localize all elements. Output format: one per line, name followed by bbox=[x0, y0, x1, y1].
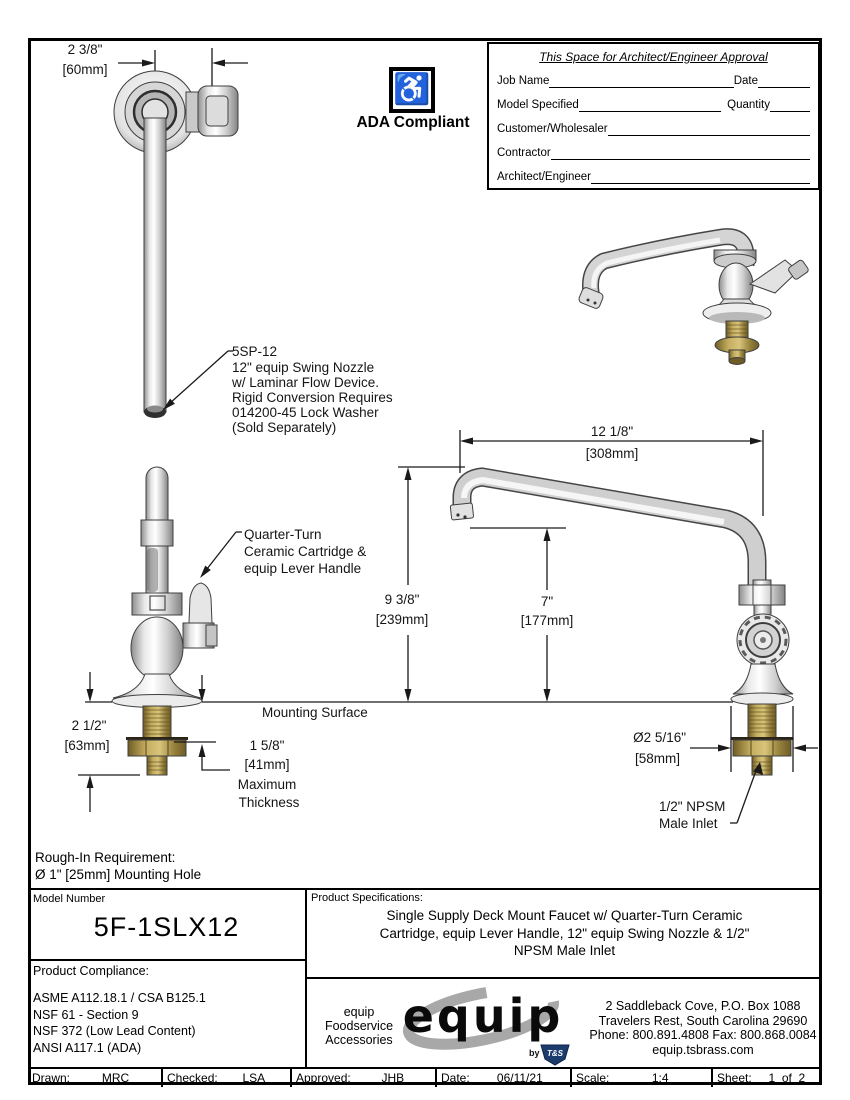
date-field-value: 06/11/21 bbox=[496, 1071, 543, 1085]
tagline-line: equip bbox=[343, 1005, 375, 1019]
approved-value: JHB bbox=[381, 1071, 405, 1085]
approval-row-contractor bbox=[497, 136, 810, 160]
model-number: 5F-1SLX12 bbox=[93, 912, 240, 942]
product-specifications-label: Product Specifications: bbox=[311, 892, 423, 904]
ts-brass-logo-text: T&S bbox=[547, 1049, 563, 1058]
compliance-item: ASME A112.18.1 / CSA B125.1 bbox=[33, 991, 206, 1005]
nozzle-callout-line: w/ Laminar Flow Device. bbox=[232, 375, 380, 390]
dim-reach-mm: [308mm] bbox=[585, 446, 639, 461]
dim-spout-hub-in: 2 3/8" bbox=[67, 42, 103, 57]
dim-thickness-note2: Thickness bbox=[238, 795, 300, 810]
spec-line: Single Supply Deck Mount Faucet w/ Quarter-Turn Ceramic bbox=[386, 908, 743, 923]
model-specified-blank bbox=[579, 98, 721, 112]
approved-label: Approved: bbox=[296, 1071, 351, 1085]
dim-thickness-mm: [41mm] bbox=[244, 757, 290, 772]
inlet-callout-line: 1/2" NPSM bbox=[659, 799, 726, 814]
cartridge-callout-line: Ceramic Cartridge & bbox=[244, 544, 367, 559]
brand-tagline bbox=[319, 1005, 399, 1047]
approval-row-architect bbox=[497, 160, 810, 184]
inlet-callout-line: Male Inlet bbox=[659, 816, 718, 831]
approval-row-job bbox=[497, 64, 810, 88]
cartridge-callout-line: equip Lever Handle bbox=[244, 561, 362, 576]
footer-drawn bbox=[28, 1069, 163, 1087]
tagline-line: Foodservice bbox=[324, 1019, 394, 1033]
footer-scale bbox=[572, 1069, 713, 1087]
dim-thickness-note1: Maximum bbox=[237, 777, 297, 792]
address-line: equip.tsbrass.com bbox=[652, 1042, 754, 1057]
compliance-item: NSF 372 (Low Lead Content) bbox=[33, 1024, 196, 1038]
model-number-cell bbox=[28, 890, 307, 961]
customer-blank bbox=[608, 122, 810, 136]
footer-sheet bbox=[713, 1069, 822, 1087]
approval-title: This Space for Architect/Engineer Approval bbox=[539, 50, 768, 64]
rough-in-line1: Rough-In Requirement: bbox=[35, 850, 176, 865]
scale-label: Scale: bbox=[576, 1071, 610, 1085]
ada-compliant-label: ADA Compliant bbox=[356, 114, 470, 131]
dim-height bbox=[376, 467, 465, 702]
faucet-isometric-view bbox=[578, 237, 810, 365]
inlet-callout bbox=[659, 762, 763, 831]
rough-in-note bbox=[35, 849, 201, 883]
nozzle-callout-line: 014200-45 Lock Washer bbox=[232, 405, 379, 420]
approval-box bbox=[487, 42, 820, 190]
dim-reach-in: 12 1/8" bbox=[590, 424, 634, 439]
product-specifications-cell bbox=[307, 890, 822, 977]
dim-flange-in: Ø2 5/16" bbox=[633, 730, 686, 745]
contractor-blank bbox=[551, 146, 810, 160]
job-name-blank bbox=[549, 74, 733, 88]
architect-label: Architect/Engineer bbox=[497, 171, 591, 183]
date-field-label: Date: bbox=[441, 1071, 470, 1085]
nozzle-callout-line: Rigid Conversion Requires bbox=[232, 390, 393, 405]
address-line: Travelers Rest, South Carolina 29690 bbox=[598, 1013, 808, 1028]
equip-logo bbox=[393, 979, 583, 1069]
approval-row-model bbox=[497, 88, 810, 112]
compliance-item: NSF 61 - Section 9 bbox=[33, 1007, 139, 1022]
compliance-item: ANSI A117.1 (ADA) bbox=[33, 1040, 142, 1055]
drawn-label: Drawn: bbox=[32, 1071, 71, 1085]
date-label: Date bbox=[733, 75, 758, 87]
cartridge-callout bbox=[200, 527, 366, 578]
address-line: Phone: 800.891.4808 Fax: 800.868.0084 bbox=[589, 1028, 817, 1042]
model-number-label: Model Number bbox=[33, 893, 106, 905]
date-blank bbox=[758, 74, 810, 88]
address-line: 2 Saddleback Cove, P.O. Box 1088 bbox=[605, 999, 801, 1013]
faucet-top-view bbox=[114, 48, 238, 418]
dim-spout-hub-mm: [60mm] bbox=[62, 62, 108, 77]
cartridge-callout-line: Quarter-Turn bbox=[244, 527, 322, 542]
faucet-front-view bbox=[112, 467, 217, 775]
dim-shank-in: 2 1/2" bbox=[71, 718, 107, 733]
dim-shank-mm: [63mm] bbox=[64, 738, 110, 753]
dim-clearance-in: 7" bbox=[540, 594, 554, 609]
footer-date bbox=[437, 1069, 572, 1087]
spec-line: NPSM Male Inlet bbox=[513, 943, 616, 958]
wheelchair-icon: ♿ bbox=[389, 67, 435, 113]
mounting-surface-label: Mounting Surface bbox=[262, 705, 368, 720]
drawn-value: MRC bbox=[101, 1071, 130, 1085]
brand-cell bbox=[307, 977, 822, 1067]
architect-blank bbox=[591, 170, 810, 184]
title-block-footer bbox=[28, 1067, 822, 1087]
product-compliance-label: Product Compliance: bbox=[33, 964, 150, 978]
nozzle-callout-line: 12" equip Swing Nozzle bbox=[232, 360, 375, 375]
sheet-label: Sheet: bbox=[717, 1071, 752, 1085]
brand-address bbox=[585, 999, 821, 1057]
job-name-label: Job Name bbox=[497, 75, 550, 87]
title-block bbox=[28, 888, 822, 1085]
customer-label: Customer/Wholesaler bbox=[497, 123, 608, 135]
checked-label: Checked: bbox=[167, 1071, 218, 1085]
contractor-label: Contractor bbox=[497, 147, 551, 159]
nozzle-callout bbox=[163, 344, 393, 435]
quantity-blank bbox=[770, 98, 810, 112]
nozzle-callout-line: 5SP-12 bbox=[232, 344, 278, 359]
dim-clearance bbox=[470, 528, 573, 702]
dim-height-mm: [239mm] bbox=[375, 612, 429, 627]
tagline-line: Accessories bbox=[325, 1033, 393, 1047]
by-label: by bbox=[529, 1048, 540, 1058]
dim-flange-mm: [58mm] bbox=[634, 751, 680, 766]
scale-value: 1:4 bbox=[651, 1071, 669, 1085]
nozzle-callout-line: (Sold Separately) bbox=[232, 420, 337, 435]
dim-clearance-mm: [177mm] bbox=[520, 613, 574, 628]
approval-row-customer bbox=[497, 112, 810, 136]
footer-checked bbox=[163, 1069, 292, 1087]
quantity-label: Quantity bbox=[727, 99, 770, 111]
faucet-side-view bbox=[450, 477, 793, 775]
product-compliance-cell bbox=[28, 961, 307, 1067]
spec-line: Cartridge, equip Lever Handle, 12" equip Swing Nozzle & 1/2" bbox=[379, 925, 750, 941]
dim-thickness-in: 1 5/8" bbox=[249, 738, 285, 753]
checked-value: LSA bbox=[242, 1071, 266, 1085]
model-specified-label: Model Specified bbox=[497, 99, 579, 111]
sheet-value: 1 of 2 bbox=[768, 1071, 806, 1085]
equip-logo-text: equip bbox=[402, 989, 564, 1043]
dim-height-in: 9 3/8" bbox=[384, 592, 420, 607]
footer-approved bbox=[292, 1069, 437, 1087]
rough-in-line2: Ø 1" [25mm] Mounting Hole bbox=[35, 867, 202, 882]
